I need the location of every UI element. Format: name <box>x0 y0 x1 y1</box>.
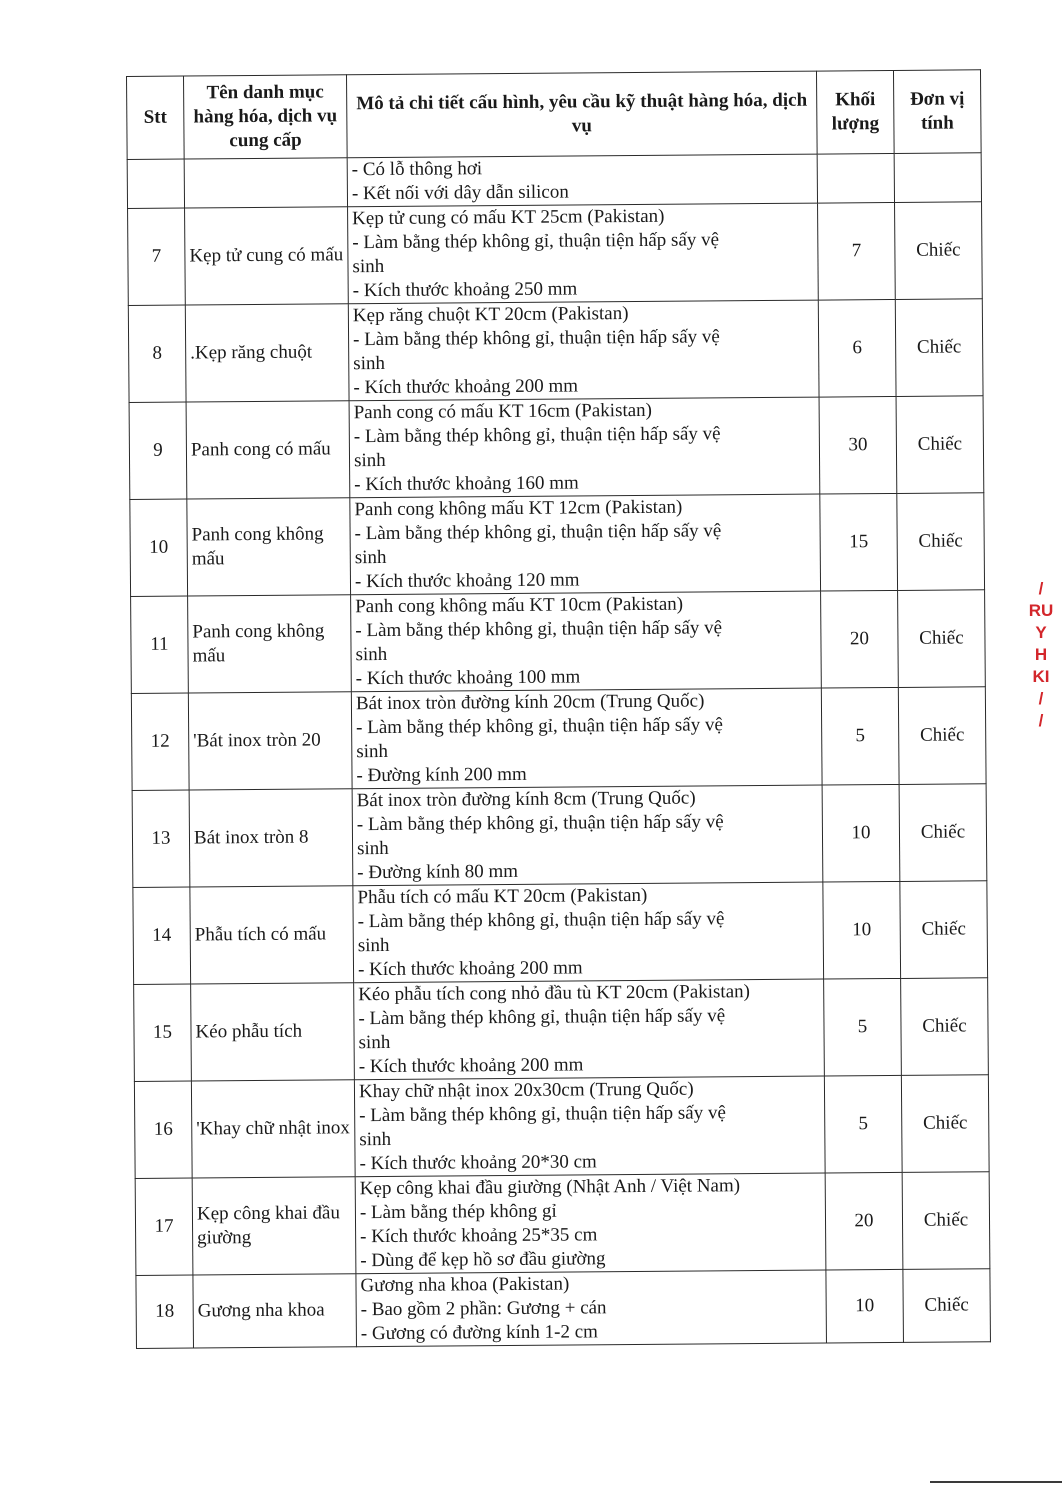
table-row <box>128 202 983 306</box>
table-row <box>132 784 987 888</box>
cell-description <box>347 154 817 207</box>
description-line: Kẹp tử cung có mấu KT 25cm (Pakistan) <box>352 205 665 230</box>
header-unit: Đơn vị tính <box>893 70 981 154</box>
description-line: - Làm bằng thép không gỉ, thuận tiện hấp sấy vệ <box>354 520 722 545</box>
description-line: sinh <box>357 934 390 957</box>
description-line: Bát inox tròn đường kính 20cm (Trung Quốc) <box>355 690 705 715</box>
table-row-continuation <box>127 153 981 209</box>
cell-unit: Chiếc <box>899 784 987 882</box>
cell-name: Phẫu tích có mấu <box>190 886 354 984</box>
cell-unit: Chiếc <box>898 687 986 785</box>
stamp-text: / <box>1038 689 1044 708</box>
cell-unit: Chiếc <box>901 978 989 1076</box>
cell-stt: 16 <box>134 1081 192 1178</box>
cell-stt: 17 <box>135 1178 193 1275</box>
description-line: - Kích thước khoảng 20*30 cm <box>359 1151 597 1175</box>
cell-unit: Chiếc <box>903 1269 991 1343</box>
cell-stt: 11 <box>131 596 189 693</box>
description-line: - Dùng để kẹp hồ sơ đầu giường <box>360 1248 606 1272</box>
cell-description <box>351 591 822 692</box>
cell-name: 'Khay chữ nhật inox <box>191 1080 355 1178</box>
description-line: - Kích thước khoảng 200 mm <box>357 957 583 981</box>
cell-description <box>354 1076 825 1177</box>
cell-unit <box>894 153 981 203</box>
cell-quantity: 5 <box>824 978 902 1076</box>
stamp-text: RU <box>1028 601 1054 620</box>
description-line: Panh cong có mấu KT 16cm (Pakistan) <box>353 399 653 424</box>
cell-quantity: 5 <box>824 1075 902 1173</box>
table-row <box>134 1075 989 1179</box>
cell-stt: 13 <box>132 790 190 887</box>
cell-stt: 12 <box>131 693 189 790</box>
cell-quantity <box>817 153 894 203</box>
header-name: Tên danh mục hàng hóa, dịch vụ cung cấp <box>184 75 348 159</box>
cell-quantity: 5 <box>821 687 899 785</box>
cell-description <box>353 882 824 983</box>
cell-quantity: 20 <box>825 1172 903 1270</box>
cell-description <box>352 785 823 886</box>
description-line: - Làm bằng thép không gỉ, thuận tiện hấp sấy vệ <box>353 423 721 448</box>
cell-name <box>184 158 347 208</box>
cell-name: Kẹp tử cung có mấu <box>185 207 349 305</box>
cell-name: Kéo phẫu tích <box>191 983 355 1081</box>
description-line: sinh <box>353 449 386 472</box>
header-description: Mô tả chi tiết cấu hình, yêu cầu kỹ thuật hàng hóa, dịch vụ <box>346 71 817 158</box>
description-line: - Làm bằng thép không gỉ, thuận tiện hấp sấy vệ <box>352 326 720 351</box>
cell-stt: 14 <box>133 887 191 984</box>
description-line: - Làm bằng thép không gỉ, thuận tiện hấp sấy vệ <box>358 1005 726 1030</box>
cell-unit: Chiếc <box>901 1075 989 1173</box>
description-line: - Kích thước khoảng 200 mm <box>358 1054 584 1078</box>
table-row <box>130 493 985 597</box>
cell-description <box>348 300 819 401</box>
description-line: Kẹp răng chuột KT 20cm (Pakistan) <box>352 303 629 327</box>
description-line: - Làm bằng thép không gỉ, thuận tiện hấp sấy vệ <box>356 714 723 739</box>
description-line: - Kích thước khoảng 120 mm <box>354 569 580 593</box>
cell-stt: 10 <box>130 499 188 596</box>
cell-unit: Chiếc <box>897 493 985 591</box>
table-row <box>134 978 989 1082</box>
cell-stt: 9 <box>129 402 187 499</box>
cell-name: Panh cong có mấu <box>186 401 350 499</box>
table-row <box>135 1172 990 1276</box>
table-header-row <box>127 70 982 160</box>
stamp-text: / <box>1038 579 1044 598</box>
description-line: - Gương có đường kính 1-2 cm <box>360 1321 598 1345</box>
cell-unit: Chiếc <box>896 396 984 494</box>
cell-quantity: 6 <box>818 299 896 397</box>
description-line: - Đường kính 200 mm <box>356 763 527 787</box>
cell-name: 'Bát inox tròn 20 <box>188 692 352 790</box>
cell-description <box>355 1173 826 1274</box>
description-line: sinh <box>355 643 388 666</box>
cell-description <box>351 688 822 789</box>
table-body <box>127 153 990 1349</box>
cell-description <box>350 494 821 595</box>
cell-name: Kẹp công khai đầu giường <box>192 1177 356 1275</box>
header-stt: Stt <box>127 76 185 159</box>
red-stamp-fragment <box>1026 578 1056 748</box>
description-line: sinh <box>358 1031 391 1054</box>
description-line: sinh <box>352 255 385 278</box>
header-quantity: Khối lượng <box>816 70 894 154</box>
description-line: - Bao gồm 2 phần: Gương + cán <box>360 1297 607 1321</box>
cell-stt <box>127 159 184 208</box>
specification-table <box>126 69 991 1349</box>
description-line: - Làm bằng thép không gỉ <box>359 1200 557 1224</box>
description-line: Panh cong không mấu KT 10cm (Pakistan) <box>355 593 684 618</box>
description-line: - Kích thước khoảng 100 mm <box>355 666 581 690</box>
table-row <box>133 881 988 985</box>
table-row <box>136 1269 991 1349</box>
cell-quantity: 10 <box>826 1269 904 1343</box>
description-line: - Kích thước khoảng 160 mm <box>354 472 579 496</box>
cell-name: Bát inox tròn 8 <box>189 789 353 887</box>
table-row <box>131 590 986 694</box>
bottom-edge-line <box>930 1481 1062 1483</box>
cell-description <box>348 203 819 304</box>
cell-quantity: 20 <box>821 590 899 688</box>
cell-description <box>356 1270 827 1347</box>
table-row <box>128 299 983 403</box>
cell-unit: Chiếc <box>895 299 983 397</box>
description-line: - Có lỗ thông hơi <box>351 158 483 181</box>
description-line: Khay chữ nhật inox 20x30cm (Trung Quốc) <box>358 1078 694 1103</box>
description-line: Panh cong không mấu KT 12cm (Pakistan) <box>354 496 683 521</box>
description-line: sinh <box>353 352 386 375</box>
stamp-text: H <box>1034 645 1048 664</box>
cell-quantity: 30 <box>819 396 897 494</box>
description-line: - Kích thước khoảng 200 mm <box>353 375 579 399</box>
description-line: - Làm bằng thép không gỉ, thuận tiện hấp sấy vệ <box>357 908 725 933</box>
description-line: - Làm bằng thép không gỉ, thuận tiện hấp sấy vệ <box>359 1102 726 1127</box>
cell-quantity: 10 <box>823 881 901 979</box>
stamp-text: Y <box>1035 623 1047 642</box>
description-line: - Làm bằng thép không gỉ, thuận tiện hấp sấy vệ <box>355 617 723 642</box>
stamp-text: KI <box>1032 667 1050 686</box>
table-row <box>129 396 984 500</box>
cell-unit: Chiếc <box>902 1172 990 1270</box>
description-line: Bát inox tròn đường kính 8cm (Trung Quốc) <box>356 787 696 812</box>
description-line: sinh <box>356 740 389 763</box>
cell-name: Panh cong không mấu <box>187 498 351 596</box>
description-line: - Kích thước khoảng 250 mm <box>352 278 578 302</box>
cell-stt: 8 <box>128 305 186 402</box>
stamp-text: / <box>1038 711 1044 730</box>
cell-name: Panh cong không mấu <box>188 595 352 693</box>
cell-unit: Chiếc <box>900 881 988 979</box>
cell-quantity: 10 <box>822 784 900 882</box>
description-line: - Kích thước khoảng 25*35 cm <box>360 1224 598 1248</box>
cell-quantity: 15 <box>820 493 898 591</box>
description-line: - Làm bằng thép không gỉ, thuận tiện hấp sấy vệ <box>352 229 720 254</box>
cell-stt: 15 <box>134 984 192 1081</box>
description-line: Gương nha khoa (Pakistan) <box>360 1273 570 1297</box>
cell-unit: Chiếc <box>895 202 983 300</box>
cell-unit: Chiếc <box>898 590 986 688</box>
description-line: - Kết nối với dây dẫn silicon <box>351 181 569 205</box>
description-line: sinh <box>356 837 389 860</box>
description-line: - Làm bằng thép không gỉ, thuận tiện hấp sấy vệ <box>356 811 724 836</box>
cell-description <box>349 397 820 498</box>
description-line: - Đường kính 80 mm <box>357 860 519 884</box>
cell-stt: 18 <box>136 1275 194 1348</box>
description-line: Kéo phẫu tích cong nhỏ đầu tù KT 20cm (Pakistan) <box>358 981 751 1006</box>
cell-stt: 7 <box>128 208 186 305</box>
cell-name: Gương nha khoa <box>193 1274 357 1348</box>
cell-quantity: 7 <box>818 202 896 300</box>
description-line: Kẹp công khai đầu giường (Nhật Anh / Việt Nam) <box>359 1175 741 1200</box>
description-line: sinh <box>359 1128 392 1151</box>
description-line: sinh <box>354 546 387 569</box>
description-line: Phẫu tích có mấu KT 20cm (Pakistan) <box>357 884 648 909</box>
cell-name: .Kẹp răng chuột <box>185 304 349 402</box>
cell-description <box>354 979 825 1080</box>
table-row <box>131 687 986 791</box>
